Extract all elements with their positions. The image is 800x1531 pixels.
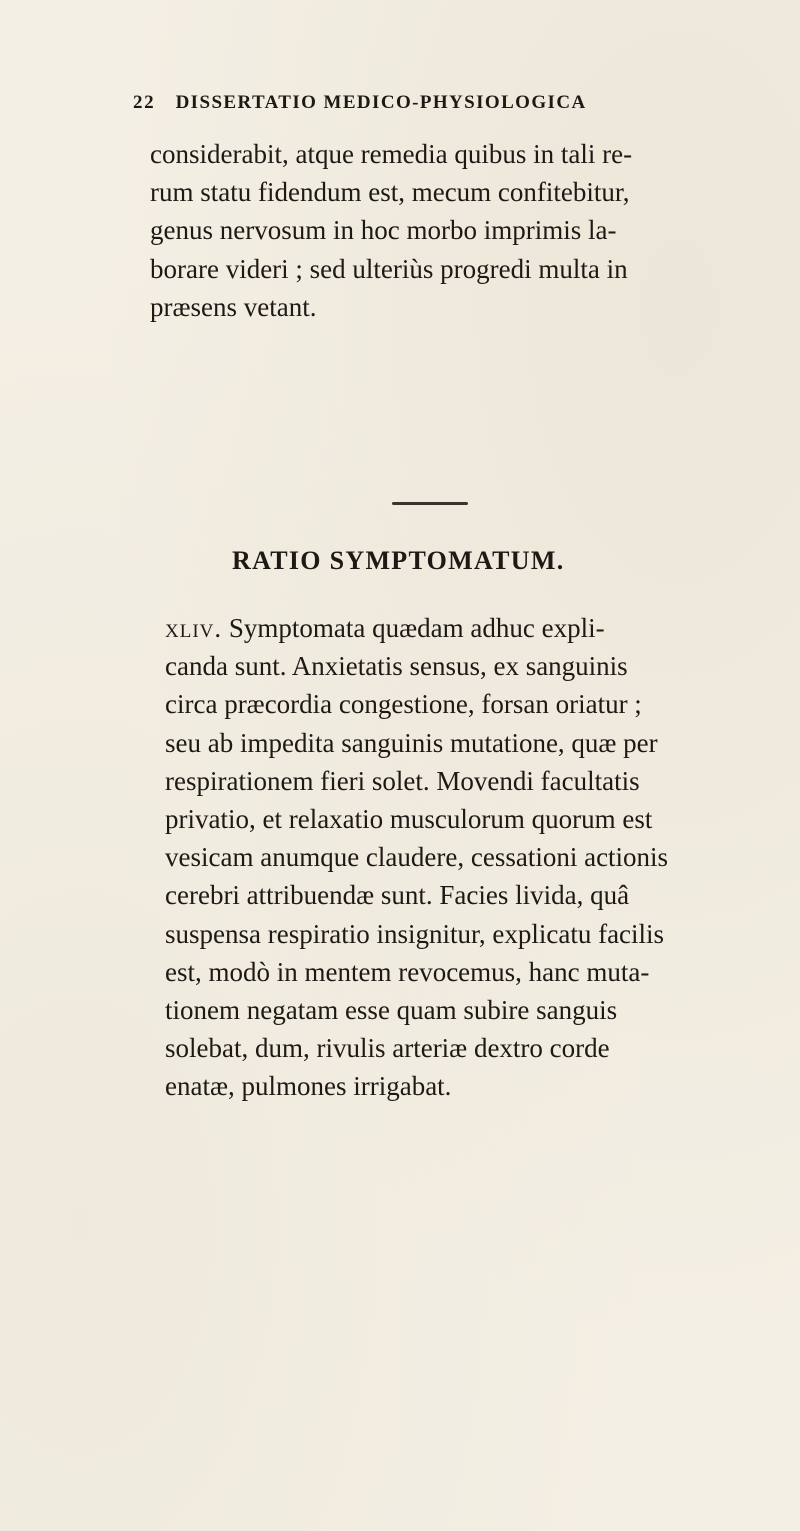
- text-line: enatæ, pulmones irrigabat.: [165, 1071, 452, 1102]
- text-line: genus nervosum in hoc morbo imprimis la-: [150, 215, 617, 246]
- text-line: solebat, dum, rivulis arteriæ dextro corde: [165, 1033, 610, 1064]
- section-paragraph: [150, 609, 672, 1106]
- text-line: suspensa respiratio insignitur, explicatu facilis: [165, 918, 665, 949]
- paragraph-continued: [150, 135, 672, 326]
- text-line: privatio, et relaxatio musculorum quorum est: [165, 804, 653, 835]
- text-line-rest: Symptomata quædam adhuc expli-: [222, 613, 605, 643]
- text-line: est, modò in mentem revocemus, hanc muta-: [165, 956, 650, 987]
- section-heading: RATIO SYMPTOMATUM.: [232, 546, 565, 575]
- text-line: cerebri attribuendæ sunt. Facies livida, quâ: [165, 880, 630, 911]
- running-title: DISSERTATIO MEDICO-PHYSIOLOGICA: [175, 92, 587, 113]
- text-line: considerabit, atque remedia quibus in tali re-: [150, 139, 633, 169]
- text-line: vesicam anumque claudere, cessationi actionis: [165, 842, 669, 873]
- text-line: respirationem fieri solet. Movendi facultatis: [165, 765, 640, 796]
- page-number: 22: [133, 92, 156, 113]
- section-number: xliv.: [165, 613, 223, 643]
- text-line: circa præcordia congestione, forsan oriatur ;: [165, 689, 642, 720]
- text-line: [150, 609, 672, 647]
- text-line: seu ab impedita sanguinis mutatione, quæ per: [165, 727, 658, 758]
- section-divider-rule: [392, 502, 468, 505]
- text-line: rum statu fidendum est, mecum confitebitur,: [150, 177, 630, 208]
- text-line: tionem negatam esse quam subire sanguis: [165, 995, 618, 1026]
- text-line: borare videri ; sed ulteriùs progredi multa in: [150, 253, 628, 284]
- text-line: canda sunt. Anxietatis sensus, ex sanguinis: [165, 651, 628, 682]
- text-line: præsens vetant.: [150, 291, 317, 322]
- running-head: [133, 92, 693, 114]
